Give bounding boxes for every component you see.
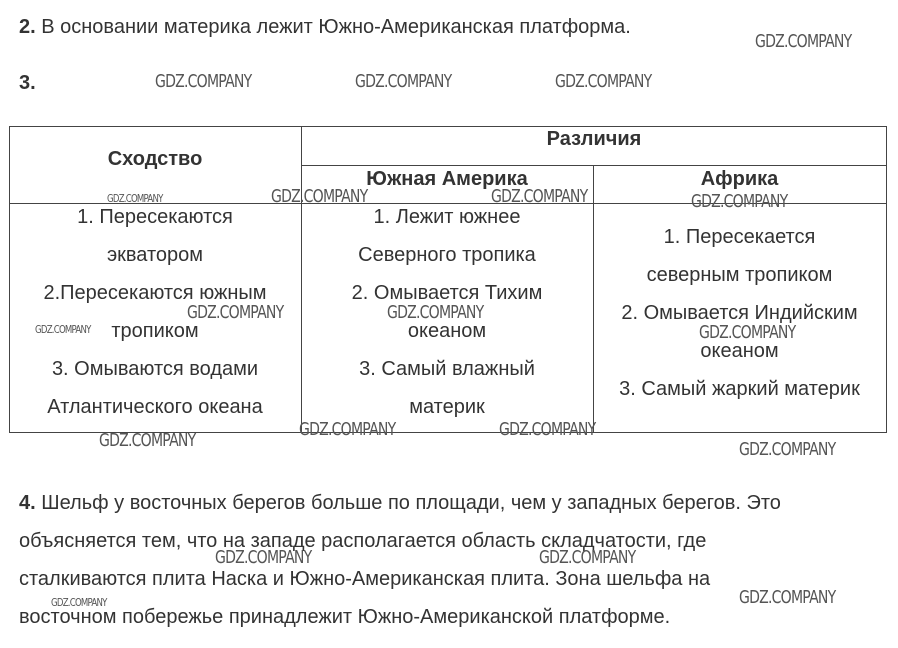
watermark-text: GDZ.COMPANY [699, 322, 796, 343]
similarity-line: тропиком [111, 320, 199, 342]
africa-line: северным тропиком [646, 264, 833, 286]
paragraph-4-text: Шельф у восточных берегов больше по площади, чем у западных берегов. Это [35, 492, 781, 514]
watermark-text: GDZ.COMPANY [387, 302, 484, 323]
south-america-line: океаном [407, 320, 487, 342]
africa-line: океаном [700, 340, 779, 362]
south-america-line: Северного тропика [358, 244, 536, 266]
table-border-right [886, 126, 887, 433]
similarity-line: 1. Пересекаются [77, 206, 233, 228]
header-similarity: Сходство [107, 148, 203, 170]
watermark-text: GDZ.COMPANY [51, 596, 107, 609]
watermark-text: GDZ.COMPANY [755, 31, 852, 52]
watermark-text: GDZ.COMPANY [107, 192, 163, 205]
table-border-top [9, 126, 887, 127]
similarity-line: 2.Пересекаются южным [43, 282, 267, 304]
watermark-text: GDZ.COMPANY [499, 419, 596, 440]
watermark-text: GDZ.COMPANY [555, 71, 652, 92]
paragraph-4 [19, 484, 781, 636]
watermark-text: GDZ.COMPANY [215, 547, 312, 568]
header-africa: Африка [700, 168, 779, 190]
africa-cell [593, 218, 886, 408]
paragraph-4-line [19, 484, 781, 522]
paragraph-4-line: восточном побережье принадлежит Южно-Американской платформе. [19, 606, 671, 628]
watermark-text: GDZ.COMPANY [739, 439, 836, 460]
watermark-text: GDZ.COMPANY [739, 587, 836, 608]
watermark-text: GDZ.COMPANY [155, 71, 252, 92]
similarity-line: Атлантического океана [47, 396, 263, 418]
item-number-3: 3. [19, 72, 36, 94]
watermark-text: GDZ.COMPANY [299, 419, 396, 440]
watermark-text: GDZ.COMPANY [491, 186, 588, 207]
watermark-text: GDZ.COMPANY [35, 323, 91, 336]
table-divider-subheader [301, 165, 887, 166]
item-number-2: 2. [19, 16, 36, 38]
africa-line: 2. Омывается Индийским [621, 302, 858, 324]
watermark-text: GDZ.COMPANY [99, 430, 196, 451]
paragraph-4-line: объясняется тем, что на западе располагается область складчатости, где [19, 530, 707, 552]
africa-line: 3. Самый жаркий материк [619, 378, 860, 400]
watermark-text: GDZ.COMPANY [271, 186, 368, 207]
africa-line: 1. Пересекается [663, 226, 816, 248]
paragraph-2-text: В основании материка лежит Южно-Американская платформа. [35, 16, 631, 38]
similarity-line: 3. Омываются водами [51, 358, 259, 380]
header-south-america: Южная Америка [366, 168, 528, 190]
paragraph-4-line: сталкиваются плита Наска и Южно-Американская плита. Зона шельфа на [19, 568, 711, 590]
watermark-text: GDZ.COMPANY [355, 71, 452, 92]
south-america-line: материк [409, 396, 485, 418]
header-differences: Различия [546, 128, 642, 150]
similarity-line: экватором [106, 244, 204, 266]
watermark-text: GDZ.COMPANY [187, 302, 284, 323]
south-america-line: 1. Лежит южнее [373, 206, 521, 228]
watermark-text: GDZ.COMPANY [691, 191, 788, 212]
watermark-text: GDZ.COMPANY [539, 547, 636, 568]
south-america-line: 3. Самый влажный [359, 358, 535, 380]
item-number-4: 4. [19, 492, 36, 514]
south-america-line: 2. Омывается Тихим [351, 282, 543, 304]
